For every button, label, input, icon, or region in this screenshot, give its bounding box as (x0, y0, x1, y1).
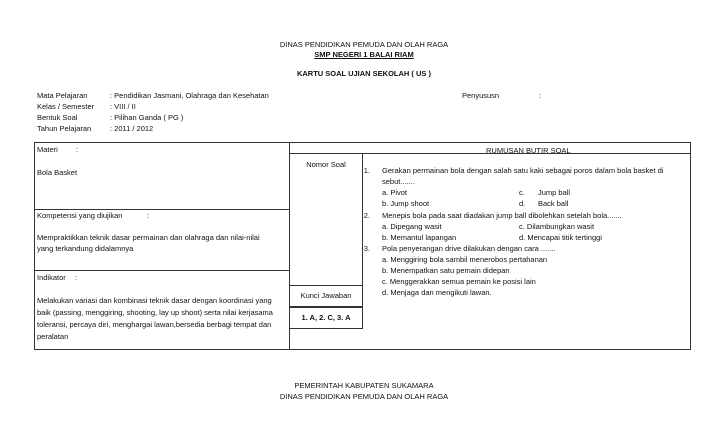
question-3-option-a: a. Menggiring bola sambil menerobos pertahanan (382, 255, 548, 264)
kompetensi-label: Kompetensi yang diujikan (37, 211, 123, 220)
question-2-option-a: a. Dipegang wasit (382, 222, 442, 231)
question-1-option-c: Jump ball (538, 188, 571, 197)
question-1-option-a: a. Pivot (382, 188, 408, 197)
footer-agency: DINAS PENDIDIKAN PEMUDA DAN OLAH RAGA (279, 392, 449, 401)
question-1-option-b: b. Jump shoot (382, 199, 430, 208)
info-author-colon: : (539, 91, 542, 100)
footer-government: PEMERINTAH KABUPATEN SUKAMARA (294, 381, 434, 390)
question-2-option-d: d. Mencapai titik tertinggi (519, 233, 602, 242)
materi-colon: : (76, 145, 79, 154)
kompetensi-text-1: Mempraktikkan teknik dasar permainan dan olahraga dan nilai-nilai (37, 233, 260, 242)
kompetensi-text-2: yang terkandung didalamnya (37, 244, 134, 253)
question-2-number: 2. (363, 211, 370, 220)
info-label-year: Tahun Pelajaran (37, 124, 92, 133)
question-1-option-d: Back ball (538, 199, 569, 208)
kompetensi-colon: : (147, 211, 150, 220)
header-school: SMP NEGERI 1 BALAI RIAM (314, 50, 414, 59)
info-value-subject: : Pendidikan Jasmani, Olahraga dan Kesehatan (110, 91, 269, 100)
header-card-title: KARTU SOAL UJIAN SEKOLAH ( US ) (296, 69, 432, 78)
nomor-soal-label: Nomor Soal (306, 160, 346, 169)
info-label-class: Kelas / Semester (37, 102, 95, 111)
question-1-number: 1. (363, 166, 370, 175)
question-3-text-1: Pola penyerangan drive dilakukan dengan cara ....... (382, 244, 556, 253)
question-2-option-b: b. Memantul lapangan (382, 233, 457, 242)
question-3-option-b: b. Menempatkan satu pemain didepan (382, 266, 510, 275)
question-1-option-d-letter: d. (519, 199, 526, 208)
answer-key-label: Kunci Jawaban (300, 291, 352, 300)
indikator-text-4: peralatan (37, 332, 69, 341)
left-divider-1 (34, 209, 289, 210)
question-3-option-c: c. Menggerakkan semua pemain ke posisi lain (382, 277, 536, 286)
info-value-form: : Pilihan Ganda ( PG ) (110, 113, 184, 122)
question-1-option-c-letter: c. (519, 188, 525, 197)
question-2-text-1: Menepis bola pada saat diadakan jump ball dibolehkan setelah bola....... (382, 211, 622, 220)
materi-value: Bola Basket (37, 168, 78, 177)
info-value-year: : 2011 / 2012 (110, 124, 154, 133)
materi-label: Materi (37, 145, 58, 154)
question-3-option-d: d. Menjaga dan mengikuti lawan. (382, 288, 492, 297)
indikator-text-1: Melakukan variasi dan kombinasi teknik dasar dengan koordinasi yang (37, 296, 272, 305)
question-3-number: 3. (363, 244, 370, 253)
indikator-colon: : (75, 273, 78, 282)
indikator-text-2: baik (passing, menggiring, shooting, lay up shoot) serta nilai kerjasama (37, 308, 273, 317)
left-divider-2 (34, 270, 289, 271)
answer-key-value: 1. A, 2. C, 3. A (301, 313, 351, 322)
question-1-text-2: sebut....... (382, 177, 415, 186)
header-agency: DINAS PENDIDIKAN PEMUDA DAN OLAH RAGA (279, 40, 449, 49)
info-value-class: : VIII / II (110, 102, 136, 111)
info-label-form: Bentuk Soal (37, 113, 78, 122)
question-1-text-1: Gerakan permainan bola dengan salah satu kaki sebagai poros dalam bola basket di (382, 166, 664, 175)
question-2-option-c: c. Dilambungkan wasit (519, 222, 595, 231)
info-label-subject: Mata Pelajaran (37, 91, 88, 100)
info-author-label: Penyususn (462, 91, 500, 100)
indikator-label: Indikator (37, 273, 66, 282)
indikator-text-3: toleransi, percaya diri, menghargai lawan,bersedia berbagi tempat dan (37, 320, 272, 329)
question-section-title: RUMUSAN BUTIR SOAL (486, 146, 571, 155)
